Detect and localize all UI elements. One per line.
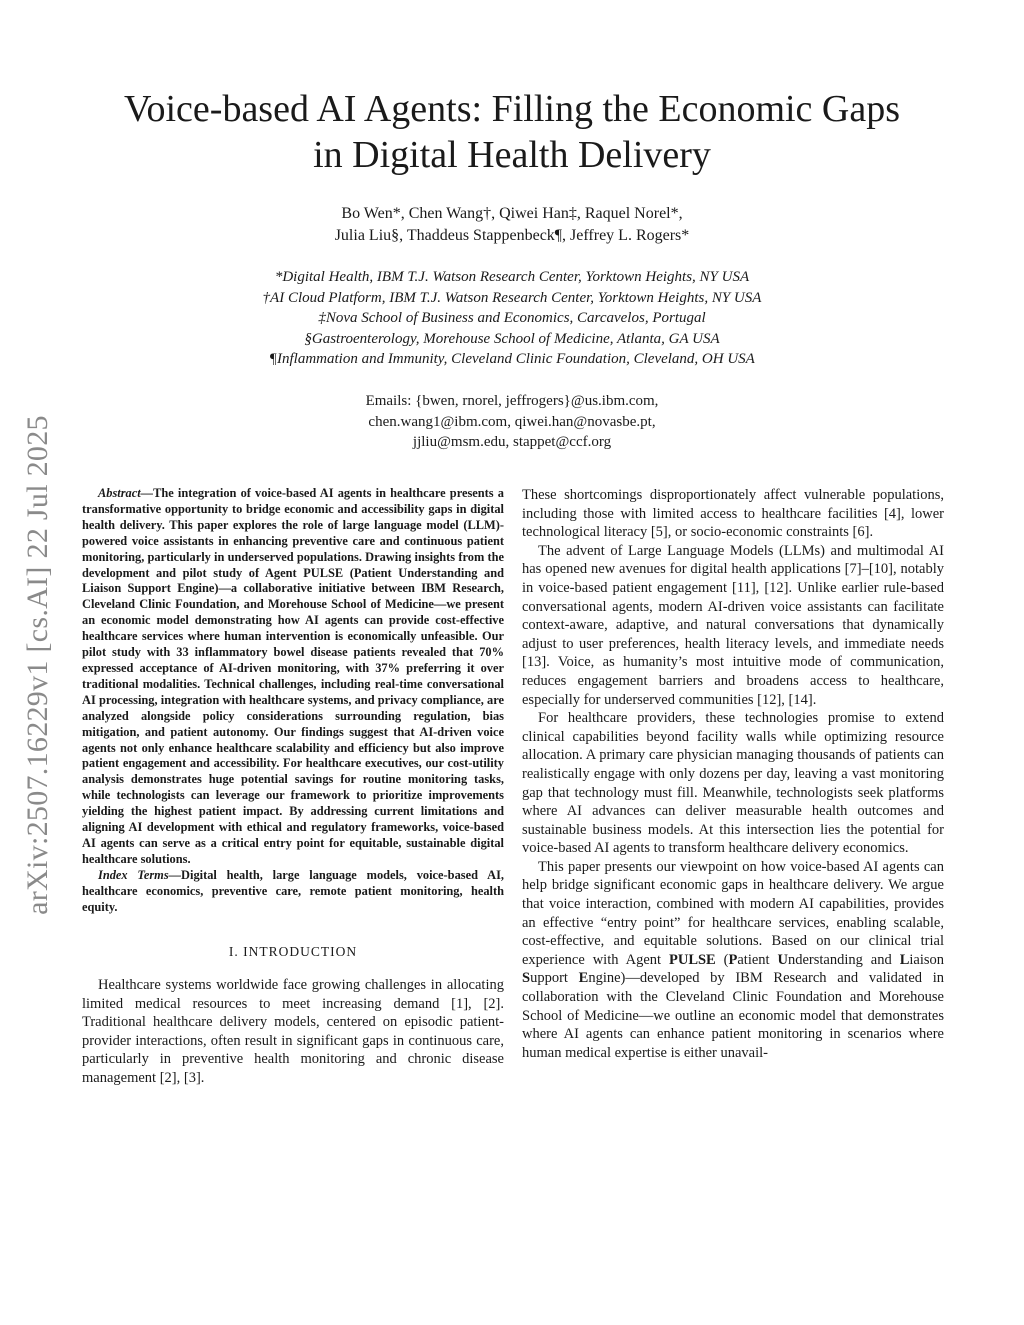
acronym-u: U [777,951,788,968]
affiliation-5: ¶Inflammation and Immunity, Cleveland Clinic Foundation, Cleveland, OH USA [269,351,755,367]
affiliation-3: ‡Nova School of Business and Economics, Carcavelos, Portugal [318,310,706,326]
acronym-s-rest: upport [530,970,579,987]
viewpoint-text-1: This paper presents our viewpoint on how voice-based AI agents can help bridge significant economic gaps in healthcare delivery. We argue that voice interaction, combined with modern AI capabilities, provides an effective “entry point” for healthcare services, enabling scalable, cost-effective, and equitable solutions. Based on our clinical trial experience with Agent [522,858,944,968]
left-column [82,486,504,1088]
paragraph-providers: For healthcare providers, these technologies promise to extend clinical capabilities beyond facility walls while optimizing resource allocation. A primary care physician managing thousands of patients can realistically engage with only dozens per day, leaving a vast monitoring gap that technology must fill. Meanwhile, technologists seek platforms where AI advances can deliver measurable health outcomes and sustainable business models. At this intersection lies the potential for voice-based AI agents to transform healthcare delivery economics. [522,710,944,857]
acronym-p-rest: atient [737,951,778,968]
authors-line-1: Bo Wen*, Chen Wang†, Qiwei Han‡, Raquel Norel*, [341,205,683,222]
paragraph-viewpoint [522,858,944,1063]
arxiv-id-text: arXiv:2507.16229v1 [cs.AI] 22 Jul 2025 [21,415,54,915]
acronym-e: E [578,970,589,987]
abstract-label: Abstract— [98,486,154,500]
right-column [522,486,944,1062]
pulse-name: PULSE [668,951,716,968]
arxiv-identifier-stamp [8,380,68,950]
section-heading-introduction [82,943,504,962]
emails-line-3: jjliu@msm.edu, stappet@ccf.org [412,434,612,450]
paper-title [70,86,954,178]
title-line-1: Voice-based AI Agents: Filling the Economic Gaps [123,88,901,130]
affiliation-1: *Digital Health, IBM T.J. Watson Research Center, Yorktown Heights, NY USA [274,269,750,285]
emails-line-1: Emails: {bwen, rnorel, jeffrogers}@us.ibm.com, [365,393,659,409]
index-terms-text: Digital health, large language models, voice-based AI, healthcare economics, preventive care, remote patient monitoring, health equity. [82,867,504,914]
title-line-2: in Digital Health Delivery [313,134,711,176]
section-number: I. [228,944,239,960]
email-block [120,391,904,453]
paragraph-llm-advent: The advent of Large Language Models (LLMs) and multimodal AI has opened new avenues for digital health applications [7]–[10], notably in voice-based patient engagement [11], [12]. Unlike earlier rule-based conversational agents, modern AI-driven voice assistants can facilitate context-aware, adaptive, and natural conversations that dynamically adjust to user preferences, health literacy levels, and immediate needs [13]. Voice, as humanity’s most intuitive mode of communication, reduces engagement barriers and broadens access to healthcare, especially for underserved communities [12], [14]. [522,542,944,708]
acronym-s: S [522,970,531,987]
index-terms-label: Index Terms— [98,867,182,882]
authors-line-2: Julia Liu§, Thaddeus Stappenbeck¶, Jeffrey L. Rogers* [334,227,690,244]
acronym-p: P [728,951,738,968]
acronym-l-rest: iaison [909,951,944,968]
emails-line-2: chen.wang1@ibm.com, qiwei.han@novasbe.pt, [368,413,656,430]
open-paren: ( [715,951,729,968]
abstract-text: The integration of voice-based AI agents in healthcare presents a transformative opportunity to bridge economic and accessibility gaps in digital health delivery. This paper explores the role of large language model (LLM)-powered voice assistants in enhancing preventive care and continuous patient monitoring, particularly in underserved populations. Drawing insights from the development and pilot study of Agent PULSE (Patient Understanding and Liaison Support Engine)—a collaborative initiative between IBM Research, Cleveland Clinic Foundation, and Morehouse School of Medicine—we present an economic model demonstrating how AI agents can provide cost-effective healthcare services where human intervention is economically unfeasible. Our pilot study with 33 inflammatory bowel disease patients revealed that 70% expressed acceptance of AI-driven monitoring, with 37% preferring it over traditional modalities. Technical challenges, including real-time conversational AI processing, integration with healthcare systems, and privacy compliance, are analyzed alongside policy considerations surrounding regulation, bias mitigation, and patient autonomy. Our findings suggest that AI-driven voice agents not only enhance healthcare scalability and efficiency but also improve patient engagement and accessibility. For healthcare executives, our cost-utility analysis demonstrates huge potential savings for routine monitoring tasks, while technologists can leverage our framework to prioritize improvements yielding the highest patient impact. By addressing current limitations and aligning AI development with ethical and regulatory frameworks, voice-based AI agents can serve as a critical entry point for equitable, sustainable digital healthcare solutions. [82,486,504,866]
acronym-u-rest: nderstanding and [787,951,900,968]
author-list [120,203,904,247]
section-title-rest: NTRODUCTION [248,944,358,960]
index-terms [82,868,504,916]
section-title-initial: I [243,944,249,960]
acronym-l: L [899,951,910,968]
acronym-e-rest: ngine [588,970,621,987]
affiliation-2: †AI Cloud Platform, IBM T.J. Watson Research Center, Yorktown Heights, NY USA [262,289,762,306]
viewpoint-text-2: )—developed by IBM Research and validated in collaboration with the Cleveland Clinic Foundation and Morehouse School of Medicine—we outline an economic model that demonstrates where AI agents can enhance patient monitoring in scenarios where human medical expertise is either unavail- [522,970,944,1061]
affiliation-4: §Gastroenterology, Morehouse School of Medicine, Atlanta, GA USA [304,330,720,347]
paragraph-continuation: These shortcomings disproportionately affect vulnerable populations, including those with limited access to healthcare facilities [4], lower technological literacy [5], or socio-economic constraints [6]. [522,487,944,541]
affiliation-list [120,267,904,370]
section-title [243,944,357,959]
abstract [82,486,504,868]
intro-paragraph-1: Healthcare systems worldwide face growing challenges in allocating limited medical resources to meet increasing demand [1], [2]. Traditional healthcare delivery models, centered on episodic patient-provider interactions, often result in significant gaps in continuous care, particularly in preventive health monitoring and chronic disease management [2], [3]. [82,977,504,1087]
